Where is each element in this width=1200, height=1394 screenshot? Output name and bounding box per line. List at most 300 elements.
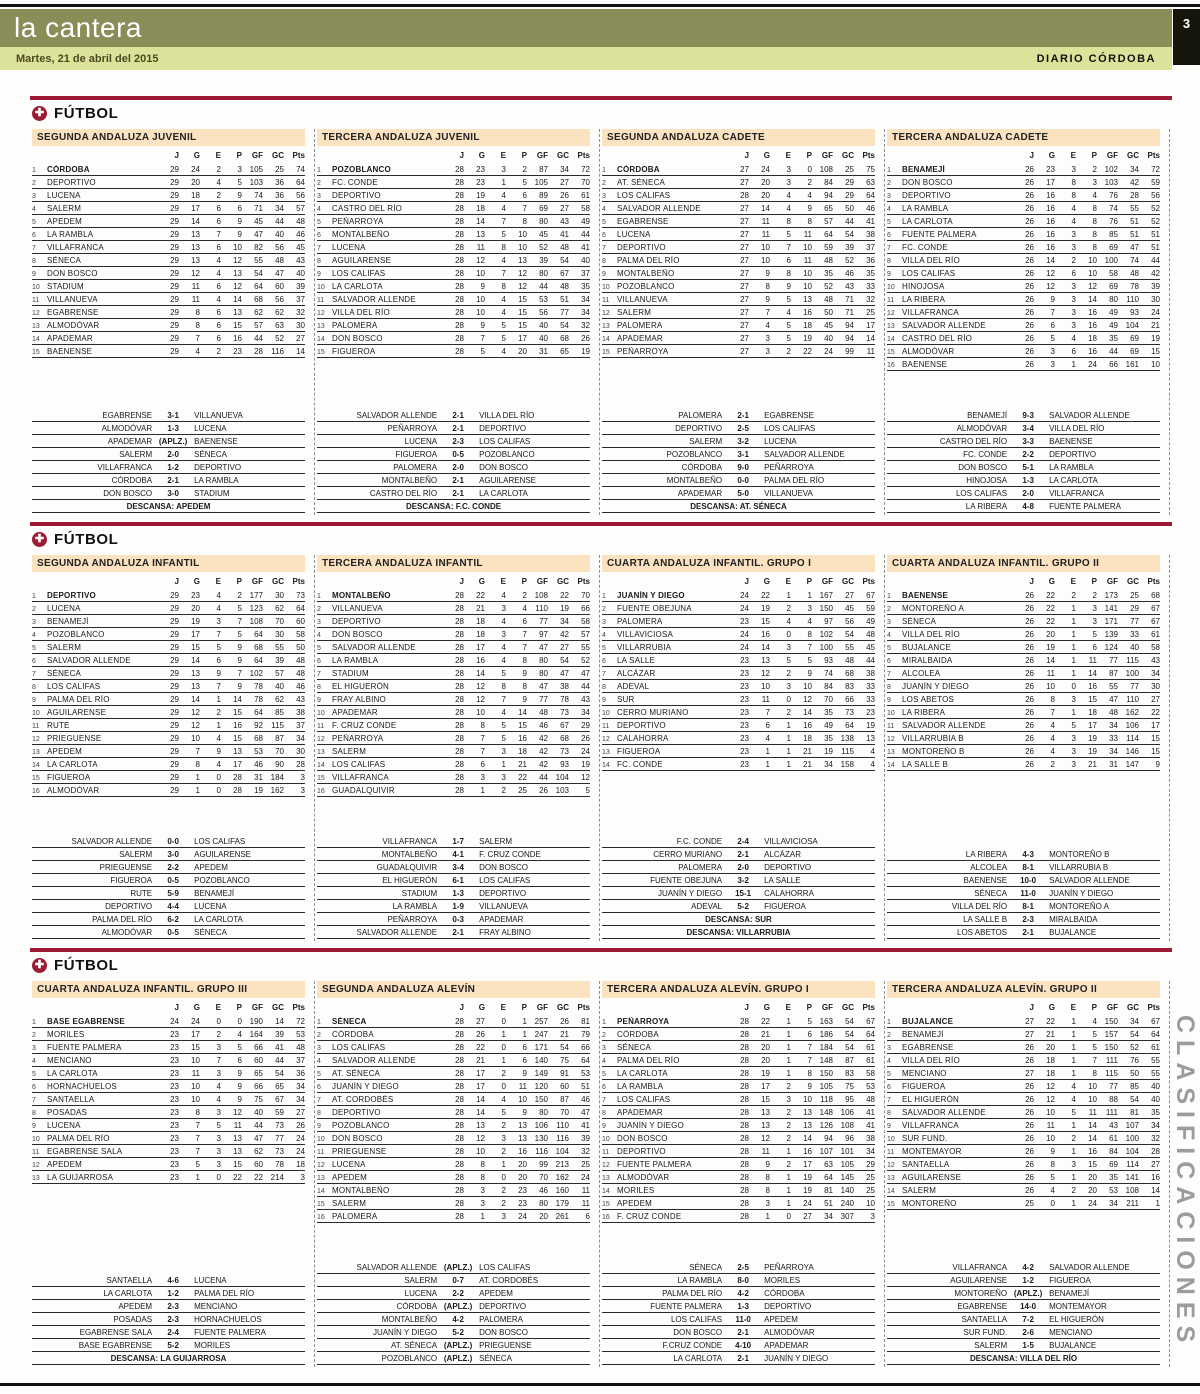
- stats-col-header: GF: [821, 151, 833, 160]
- stat-value: 55: [1130, 204, 1139, 213]
- section-columns: [30, 555, 1172, 941]
- match-score: 8-1: [1022, 902, 1034, 911]
- stats-col-header: J: [1029, 151, 1034, 160]
- stat-value: 15: [233, 734, 242, 743]
- stat-value: 24: [581, 1173, 590, 1182]
- standings-row: [602, 706, 875, 719]
- stat-value: 4: [501, 295, 506, 304]
- stat-value: 28: [455, 734, 464, 743]
- stat-value: 84: [1109, 1147, 1118, 1156]
- stat-value: 14: [803, 708, 812, 717]
- stat-value: 4: [216, 760, 221, 769]
- stat-value: 2: [786, 1121, 791, 1130]
- stat-value: 32: [581, 1147, 590, 1156]
- stat-value: 7: [765, 708, 770, 717]
- home-team: PALMA DEL RÍO: [92, 915, 153, 924]
- stat-value: 14: [761, 643, 770, 652]
- stat-value: 29: [170, 178, 179, 187]
- away-team: VILLA DEL RÍO: [1049, 424, 1105, 433]
- stat-value: 44: [539, 773, 548, 782]
- standings-row: [887, 319, 1160, 332]
- standings-row: [317, 1119, 590, 1132]
- position: 7: [32, 671, 36, 678]
- stat-value: 24: [761, 165, 770, 174]
- team-name: BAENENSE: [47, 347, 93, 356]
- team-name: LA CARLOTA: [47, 760, 98, 769]
- standings-row: [887, 602, 1160, 615]
- stat-value: 3: [870, 1212, 875, 1221]
- standings-row: [32, 771, 305, 784]
- stats-col-header: GC: [842, 1003, 854, 1012]
- position: 14: [887, 336, 895, 343]
- away-team: DON BOSCO: [479, 463, 529, 472]
- match-score: 0-0: [167, 837, 179, 846]
- stat-value: 83: [845, 1069, 854, 1078]
- stats-col-header: E: [785, 577, 791, 586]
- standings-row: [317, 1093, 590, 1106]
- stat-value: 17: [191, 204, 200, 213]
- stat-value: 43: [296, 695, 305, 704]
- stats-col-header: Pts: [862, 1003, 875, 1012]
- stat-value: 29: [170, 682, 179, 691]
- team-name: PEÑARROYA: [617, 347, 669, 356]
- stat-value: 78: [275, 1160, 284, 1169]
- stat-value: 4: [501, 643, 506, 652]
- stat-value: 27: [740, 204, 749, 213]
- stat-value: 74: [824, 669, 833, 678]
- position: 4: [602, 206, 606, 213]
- stat-value: 3: [765, 347, 770, 356]
- standings-row: [32, 254, 305, 267]
- stat-value: 114: [1126, 734, 1139, 743]
- stat-value: 16: [1088, 682, 1097, 691]
- stat-value: 106: [840, 1108, 854, 1117]
- stat-value: 3: [1071, 230, 1076, 239]
- standings-row: [32, 280, 305, 293]
- result-row: [32, 1326, 305, 1339]
- stat-value: 3: [216, 1147, 221, 1156]
- result-row: [32, 435, 305, 448]
- stat-value: 28: [455, 617, 464, 626]
- stat-value: 45: [296, 243, 305, 252]
- position: 9: [317, 1123, 321, 1130]
- stat-value: 124: [1104, 643, 1118, 652]
- away-team: LUCENA: [194, 1276, 227, 1285]
- stat-value: 44: [866, 656, 875, 665]
- stat-value: 2: [501, 1069, 506, 1078]
- stat-value: 51: [1130, 217, 1139, 226]
- stat-value: 27: [740, 217, 749, 226]
- position: 9: [602, 1123, 606, 1130]
- home-team: VILLAFRANCA: [382, 837, 438, 846]
- stat-value: 24: [1151, 308, 1160, 317]
- team-name: APEDEM: [332, 1173, 367, 1182]
- position: 9: [317, 271, 321, 278]
- away-team: DEPORTIVO: [764, 863, 812, 872]
- team-name: SALVADOR ALLENDE: [617, 204, 701, 213]
- stat-value: 14: [296, 347, 305, 356]
- stats-col-header: G: [478, 577, 485, 586]
- match-score: 5-0: [737, 489, 749, 498]
- stat-value: 52: [539, 243, 548, 252]
- stat-value: 8: [480, 1160, 485, 1169]
- stat-value: 93: [824, 656, 833, 665]
- stat-value: 13: [866, 734, 875, 743]
- stat-value: 116: [535, 1147, 548, 1156]
- standings-row: [887, 202, 1160, 215]
- stats-col-header: P: [521, 577, 527, 586]
- stats-col-header: P: [521, 151, 527, 160]
- stats-rows: [317, 163, 590, 358]
- position: 14: [602, 336, 610, 343]
- team-name: JUANÍN Y DIEGO: [902, 682, 969, 691]
- stat-value: 16: [803, 1147, 812, 1156]
- standings-block: [602, 981, 875, 1223]
- stat-value: 37: [296, 721, 305, 730]
- result-row: [887, 861, 1160, 874]
- team-name: LA CARLOTA: [902, 217, 953, 226]
- standings-row: [32, 732, 305, 745]
- stat-value: 2: [1092, 591, 1097, 600]
- stat-value: 19: [866, 721, 875, 730]
- stat-value: 26: [1025, 1134, 1034, 1143]
- stat-value: 71: [845, 295, 854, 304]
- result-row: [887, 409, 1160, 422]
- league-column: [30, 981, 315, 1367]
- stat-value: 75: [254, 1095, 263, 1104]
- position: 3: [602, 1045, 606, 1052]
- home-team: BASE EGABRENSE: [78, 1341, 153, 1350]
- stats-col-header: E: [1070, 151, 1076, 160]
- away-team: ALMODÓVAR: [764, 1328, 815, 1337]
- home-team: SALVADOR ALLENDE: [356, 1263, 438, 1272]
- home-team: LA SALLE B: [963, 915, 1008, 924]
- stat-value: 57: [275, 669, 284, 678]
- stat-value: 62: [275, 308, 284, 317]
- stat-value: 3: [216, 1043, 221, 1052]
- position: 8: [887, 1110, 891, 1117]
- stat-value: 26: [1025, 1173, 1034, 1182]
- home-team: DEPORTIVO: [105, 902, 153, 911]
- team-name: LOS CALIFAS: [332, 269, 386, 278]
- stat-value: 25: [581, 1160, 590, 1169]
- stat-value: 59: [866, 604, 875, 613]
- team-name: ALCOLEA: [902, 669, 941, 678]
- stat-value: 22: [1046, 1017, 1055, 1026]
- stat-value: 34: [296, 1095, 305, 1104]
- stat-value: 141: [1125, 1173, 1139, 1182]
- standings-row: [32, 267, 305, 280]
- standings-row: [887, 189, 1160, 202]
- team-name: LOS CALIFAS: [47, 682, 101, 691]
- stat-value: 10: [1088, 1082, 1097, 1091]
- stat-value: 48: [1109, 708, 1118, 717]
- stat-value: 61: [1109, 1134, 1118, 1143]
- stat-value: 48: [275, 256, 284, 265]
- stat-value: 64: [845, 721, 854, 730]
- stat-value: 100: [1125, 669, 1139, 678]
- stat-value: 46: [296, 230, 305, 239]
- away-team: BUJALANCE: [1049, 928, 1097, 937]
- stat-value: 101: [840, 1147, 854, 1156]
- stat-value: 4: [522, 604, 527, 613]
- stat-value: 20: [191, 178, 200, 187]
- standings-row: [317, 784, 590, 797]
- stat-value: 56: [845, 617, 854, 626]
- stat-value: 7: [480, 334, 485, 343]
- stat-value: 1: [522, 1017, 527, 1026]
- stat-value: 139: [1104, 630, 1118, 639]
- stat-value: 70: [539, 1173, 548, 1182]
- stat-value: 24: [581, 747, 590, 756]
- position: 7: [602, 1097, 606, 1104]
- position: 8: [887, 258, 891, 265]
- stat-value: 177: [249, 591, 263, 600]
- stat-value: 110: [556, 1121, 569, 1130]
- stat-value: 179: [555, 1199, 569, 1208]
- stat-value: 11: [1088, 1108, 1097, 1117]
- stat-value: 60: [254, 1160, 263, 1169]
- standings-row: [317, 202, 590, 215]
- standings-row: [887, 1171, 1160, 1184]
- position: 9: [317, 697, 321, 704]
- standings-row: [32, 163, 305, 176]
- position: 3: [32, 193, 36, 200]
- league-column: [30, 555, 315, 941]
- standings-row: [887, 589, 1160, 602]
- team-name: BAENENSE: [902, 360, 948, 369]
- position: 5: [602, 1071, 606, 1078]
- match-score: 1-2: [1022, 1276, 1034, 1285]
- stat-value: 141: [1104, 604, 1118, 613]
- position: 13: [317, 1175, 325, 1182]
- stat-value: 3: [765, 1199, 770, 1208]
- stat-value: 27: [296, 1108, 305, 1117]
- position: 6: [32, 232, 36, 239]
- team-name: STADIUM: [47, 282, 84, 291]
- away-team: HORNACHUELOS: [194, 1315, 262, 1324]
- stat-value: 1: [1071, 643, 1076, 652]
- match-score: 2-0: [1022, 489, 1034, 498]
- stat-value: 47: [254, 1134, 263, 1143]
- stat-value: 13: [761, 1108, 770, 1117]
- match-score: 2-1: [452, 489, 464, 498]
- position: 7: [317, 671, 321, 678]
- position: 3: [32, 619, 36, 626]
- stat-value: 18: [191, 191, 200, 200]
- stat-value: 5: [786, 656, 791, 665]
- stat-value: 5: [237, 630, 242, 639]
- away-team: LA CARLOTA: [479, 489, 528, 498]
- stat-value: 32: [1151, 1134, 1160, 1143]
- stat-value: 55: [581, 643, 590, 652]
- stat-value: 70: [581, 178, 590, 187]
- stat-value: 28: [455, 591, 464, 600]
- stat-value: 7: [237, 617, 242, 626]
- match-score: 0-5: [167, 928, 179, 937]
- stat-value: 7: [522, 630, 527, 639]
- result-row: [602, 874, 875, 887]
- league-column: [315, 555, 600, 941]
- stat-value: 12: [761, 669, 770, 678]
- stat-value: 29: [170, 269, 179, 278]
- team-name: BUJALANCE: [902, 1017, 954, 1026]
- stat-value: 64: [581, 1056, 590, 1065]
- home-team: CASTRO DEL RÍO: [939, 437, 1008, 446]
- match-score: 11-0: [1020, 889, 1036, 898]
- stat-value: 1: [786, 760, 791, 769]
- stat-value: 29: [170, 295, 179, 304]
- stats-col-header: G: [1048, 151, 1055, 160]
- stat-value: 140: [534, 1056, 548, 1065]
- stat-value: 44: [581, 230, 590, 239]
- league-column: [885, 555, 1170, 941]
- stat-value: 40: [1130, 643, 1139, 652]
- stat-value: 27: [740, 269, 749, 278]
- stat-value: 66: [1109, 360, 1118, 369]
- stat-value: 3: [765, 334, 770, 343]
- stat-value: 1: [216, 695, 221, 704]
- stat-value: 36: [296, 1069, 305, 1078]
- standings-block: [887, 555, 1160, 771]
- stat-value: 13: [518, 1121, 527, 1130]
- position: 15: [887, 1201, 895, 1208]
- stat-value: 97: [824, 617, 833, 626]
- team-name: JUANÍN Y DIEGO: [617, 591, 685, 600]
- home-team: DON BOSCO: [103, 489, 153, 498]
- stats-col-header: GF: [536, 1003, 548, 1012]
- result-row: [317, 409, 590, 422]
- stat-value: 27: [740, 282, 749, 291]
- team-name: LA RAMBLA: [617, 1082, 664, 1091]
- stat-value: 12: [476, 695, 485, 704]
- position: 11: [317, 297, 325, 304]
- stat-value: 51: [824, 1199, 833, 1208]
- stat-value: 7: [216, 1056, 221, 1065]
- stat-value: 19: [560, 604, 569, 613]
- team-name: ALMODÓVAR: [47, 321, 100, 330]
- stat-value: 10: [803, 682, 812, 691]
- home-team: LOS CALIFAS: [955, 489, 1008, 498]
- stat-value: 171: [534, 1043, 548, 1052]
- away-team: FRAY ALBINO: [479, 928, 531, 937]
- stat-value: 14: [233, 295, 242, 304]
- league-column: [600, 129, 885, 515]
- stat-value: 17: [1046, 178, 1055, 187]
- away-team: APEDEM: [479, 1289, 513, 1298]
- stat-value: 38: [866, 230, 875, 239]
- stat-value: 64: [824, 230, 833, 239]
- team-name: SALVADOR ALLENDE: [47, 656, 131, 665]
- match-score: 2-1: [737, 1328, 749, 1337]
- stat-value: 8: [1050, 695, 1055, 704]
- stats-col-header: GF: [1106, 1003, 1118, 1012]
- stats-col-header: E: [215, 151, 221, 160]
- stat-value: 16: [1046, 191, 1055, 200]
- stat-value: 58: [581, 204, 590, 213]
- stat-value: 69: [1130, 334, 1139, 343]
- away-team: LOS CALIFAS: [194, 837, 246, 846]
- standings-row: [602, 745, 875, 758]
- team-name: APADEMAR: [332, 708, 378, 717]
- stats-col-header: GF: [821, 577, 833, 586]
- stat-value: 1: [765, 760, 770, 769]
- stat-value: 35: [824, 734, 833, 743]
- stat-value: 18: [476, 204, 485, 213]
- team-name: VILLAFRANCA: [47, 243, 104, 252]
- team-name: SÉNECA: [617, 1043, 652, 1052]
- stat-value: 10: [476, 708, 485, 717]
- team-name: BUJALANCE: [902, 643, 951, 652]
- team-name: VILLAFRANCA: [332, 773, 389, 782]
- team-name: DEPORTIVO: [47, 591, 96, 600]
- stat-value: 9: [1050, 295, 1055, 304]
- league-column: [600, 555, 885, 941]
- result-row: [317, 422, 590, 435]
- stat-value: 0: [501, 1173, 506, 1182]
- away-team: LA SALLE: [764, 876, 801, 885]
- stat-value: 23: [170, 1069, 179, 1078]
- standings-row: [32, 345, 305, 358]
- stat-value: 213: [555, 1160, 569, 1169]
- team-name: PALOMERA: [332, 1212, 378, 1221]
- stat-value: 2: [807, 178, 812, 187]
- stat-value: 6: [1050, 321, 1055, 330]
- stat-value: 54: [560, 321, 569, 330]
- stat-value: 7: [522, 204, 527, 213]
- standings-row: [32, 202, 305, 215]
- stat-value: 67: [275, 1095, 284, 1104]
- stat-value: 8: [765, 1173, 770, 1182]
- stat-value: 12: [1046, 282, 1055, 291]
- stat-value: 28: [455, 282, 464, 291]
- team-name: HORNACHUELOS: [47, 1082, 117, 1091]
- stat-value: 27: [740, 178, 749, 187]
- stat-value: 87: [539, 165, 548, 174]
- stat-value: 15: [1151, 734, 1160, 743]
- standings-row: [602, 215, 875, 228]
- position: 11: [887, 1149, 895, 1156]
- position: 13: [887, 1175, 895, 1182]
- results-block: [32, 835, 305, 939]
- descansa-row: DESCANSA: F.C. CONDE: [317, 500, 590, 513]
- stat-value: 43: [845, 282, 854, 291]
- stat-value: 28: [455, 1173, 464, 1182]
- stat-value: 51: [1151, 243, 1160, 252]
- stat-value: 60: [296, 617, 305, 626]
- stat-value: 1: [1071, 656, 1076, 665]
- stat-value: 43: [1151, 656, 1160, 665]
- stat-value: 28: [740, 1134, 749, 1143]
- stat-value: 160: [555, 1186, 569, 1195]
- result-row: [887, 500, 1160, 513]
- standings-row: [32, 641, 305, 654]
- team-name: FIGUEROA: [617, 747, 661, 756]
- stat-value: 67: [866, 591, 875, 600]
- stat-value: 29: [170, 643, 179, 652]
- stat-value: 1: [480, 1212, 485, 1221]
- stats-col-header: G: [193, 577, 200, 586]
- team-name: APADEMAR: [47, 334, 93, 343]
- stats-col-header: GF: [821, 1003, 833, 1012]
- stat-value: 116: [271, 347, 284, 356]
- standings-row: [32, 332, 305, 345]
- home-team: EGABRENSE: [957, 1302, 1008, 1311]
- stat-value: 29: [170, 630, 179, 639]
- stats-col-header: G: [1048, 1003, 1055, 1012]
- stat-value: 8: [195, 760, 200, 769]
- stat-value: 29: [170, 734, 179, 743]
